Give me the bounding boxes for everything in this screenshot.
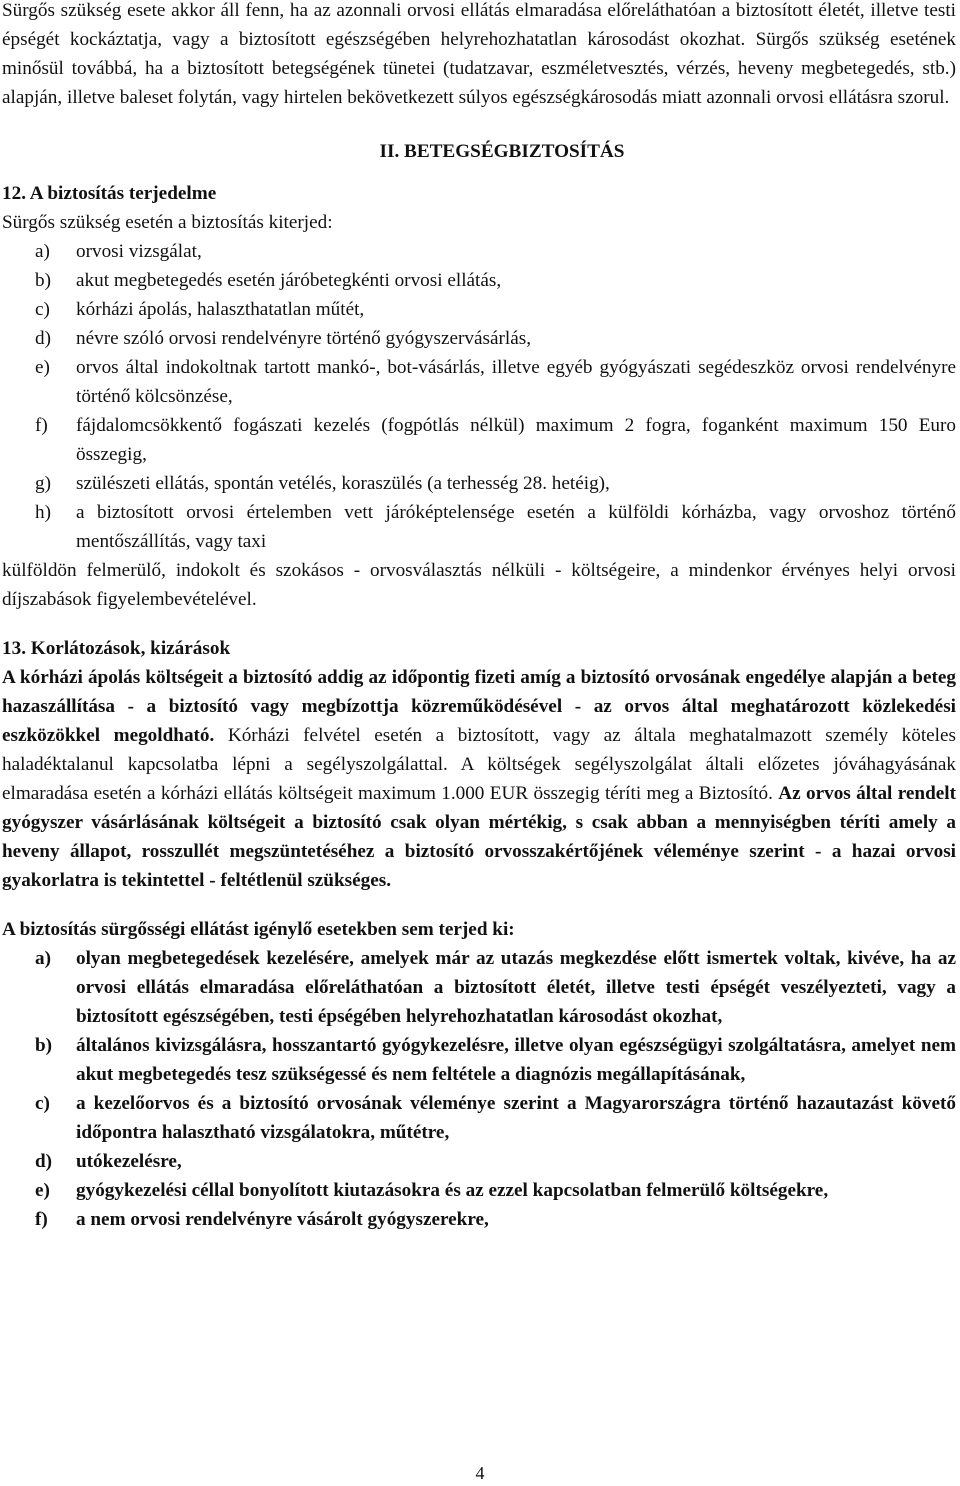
item-text: gyógykezelési céllal bonyolított kiutazásokra és az ezzel kapcsolatban felmerülő költségekre, [76,1180,829,1201]
document-page [2,0,956,1234]
part-title: II. BETEGSÉGBIZTOSÍTÁS [379,141,625,162]
list-item [2,237,956,266]
list-item [2,266,956,295]
item-text: orvosi vizsgálat, [76,241,202,262]
intro-paragraph: Sürgős szükség esete akkor áll fenn, ha az azonnali orvosi ellátás elmaradása előreláthatóan a biztosított életét, illetve testi épségét kockáztatja, vagy a biztosított egészségében helyrehozhatatlan károsodást okozhat. Sürgős szükség esetének minősül továbbá, ha a biztosított betegségének tünetei (tudatzavar, eszméletvesztés, vérzés, heveny megbetegedés, stb.) alapján, illetve baleset folytán, vagy hirtelen bekövetkezett súlyos egészségkárosodás miatt azonnali orvosi ellátásra szorul. [2,0,956,108]
item-text: utókezelésre, [76,1151,182,1172]
item-label: c) [35,1093,50,1114]
spacer [2,895,956,915]
list-item [2,944,956,1031]
section-12-title: 12. A biztosítás terjedelme [2,183,217,204]
item-text: orvos által indokoltnak tartott mankó-, bot-vásárlás, illetve egyéb gyógyászati segédeszköz orvosi rendelvényre történő kölcsönzése, [76,357,956,407]
item-label: d) [35,328,51,349]
spacer [2,614,956,634]
coverage-list [2,237,956,556]
item-label: c) [35,299,50,320]
item-label: g) [35,473,51,494]
list-item [2,1205,956,1234]
list-item [2,295,956,324]
item-text: akut megbetegedés esetén járóbetegkénti orvosi ellátás, [76,270,502,291]
exclusion-list [2,944,956,1234]
list-item [2,1176,956,1205]
bold-clause-hospital: A kórházi ápolás költségeit a biztosító addig az időpontig fizeti amíg a biztosító orvosának engedélye alapján a beteg hazaszállítása - a biztosító vagy megbízottja közreműködésével - az orvos által meghatározott közlekedési eszközökkel megoldható. [2,667,956,746]
list-item [2,469,956,498]
list-item [2,498,956,556]
item-text: olyan megbetegedések kezelésére, amelyek már az utazás megkezdése előtt ismertek voltak, kivéve, ha az orvosi ellátás elmaradása előreláthatóan a biztosított életét, illetve testi épségét veszélyezteti, vagy a biztosított egészségében, testi épségében helyrehozhatatlan károsodást okozhat, [76,948,956,1027]
bold-clause-medicine: Az orvos által rendelt gyógyszer vásárlásának költségeit a biztosító csak olyan mértékig, s csak abban a mennyiségben téríti amely a heveny állapot, rosszullét megszüntetéséhez a biztosító orvosszakértőjének véleménye szerint - a hazai orvosi gyakorlatra is tekintettel - feltétlenül szükséges. [2,783,956,891]
normal-clause: Kórházi felvétel esetén a biztosított, vagy az általa meghatalmazott személy köteles haladéktalanul kapcsolatba lépni a segélyszolgálattal. A költségek segélyszolgálat általi előzetes jóváhagyásának elmaradása esetén a kórházi ellátás költségeit maximum 1.000 EUR összegig téríti meg a Biztosító. [2,725,956,804]
item-label: a) [35,948,51,969]
page-number: 4 [475,1463,485,1483]
item-text: kórházi ápolás, halaszthatatlan műtét, [76,299,365,320]
item-text: a kezelőorvos és a biztosító orvosának véleménye szerint a Magyarországra történő hazautazást követő időpontra halasztható vizsgálatokra, műtétre, [76,1093,956,1143]
item-text: a biztosított orvosi értelemben vett járóképtelensége esetén a külföldi kórházba, vagy orvoshoz történő mentőszállítás, vagy taxi [76,502,956,552]
item-text: névre szóló orvosi rendelvényre történő gyógyszervásárlás, [76,328,532,349]
section-12-lead: Sürgős szükség esetén a biztosítás kiterjed: [2,212,333,233]
list-item [2,411,956,469]
section-13-paragraph [2,663,956,895]
item-text: szülészeti ellátás, spontán vetélés, koraszülés (a terhesség 28. hetéig), [76,473,610,494]
item-label: h) [35,502,51,523]
item-text: a nem orvosi rendelvényre vásárolt gyógyszerekre, [76,1209,489,1230]
list-item [2,324,956,353]
list-item [2,1031,956,1089]
list-item [2,1147,956,1176]
item-text: fájdalomcsökkentő fogászati kezelés (fogpótlás nélkül) maximum 2 fogra, foganként maximum 150 Euro összegig, [76,415,956,465]
item-text: általános kivizsgálásra, hosszantartó gyógykezelésre, illetve olyan egészségügyi szolgáltatásra, amelyet nem akut megbetegedés tesz szükségessé és nem feltétele a diagnózis megállapításának, [76,1035,956,1085]
item-label: e) [35,1180,50,1201]
exclusion-lead: A biztosítás sürgősségi ellátást igénylő esetekben sem terjed ki: [2,919,515,940]
section-12-closing: külföldön felmerülő, indokolt és szokásos - orvosválasztás nélküli - költségeire, a mindenkor érvényes helyi orvosi díjszabások figyelembevételével. [2,560,956,610]
item-label: b) [35,1035,53,1056]
list-item [2,353,956,411]
section-13-title: 13. Korlátozások, kizárások [2,638,231,659]
item-label: b) [35,270,51,291]
item-label: e) [35,357,50,378]
list-item [2,1089,956,1147]
item-label: f) [35,415,48,436]
item-label: a) [35,241,50,262]
item-label: d) [35,1151,53,1172]
item-label: f) [35,1209,48,1230]
